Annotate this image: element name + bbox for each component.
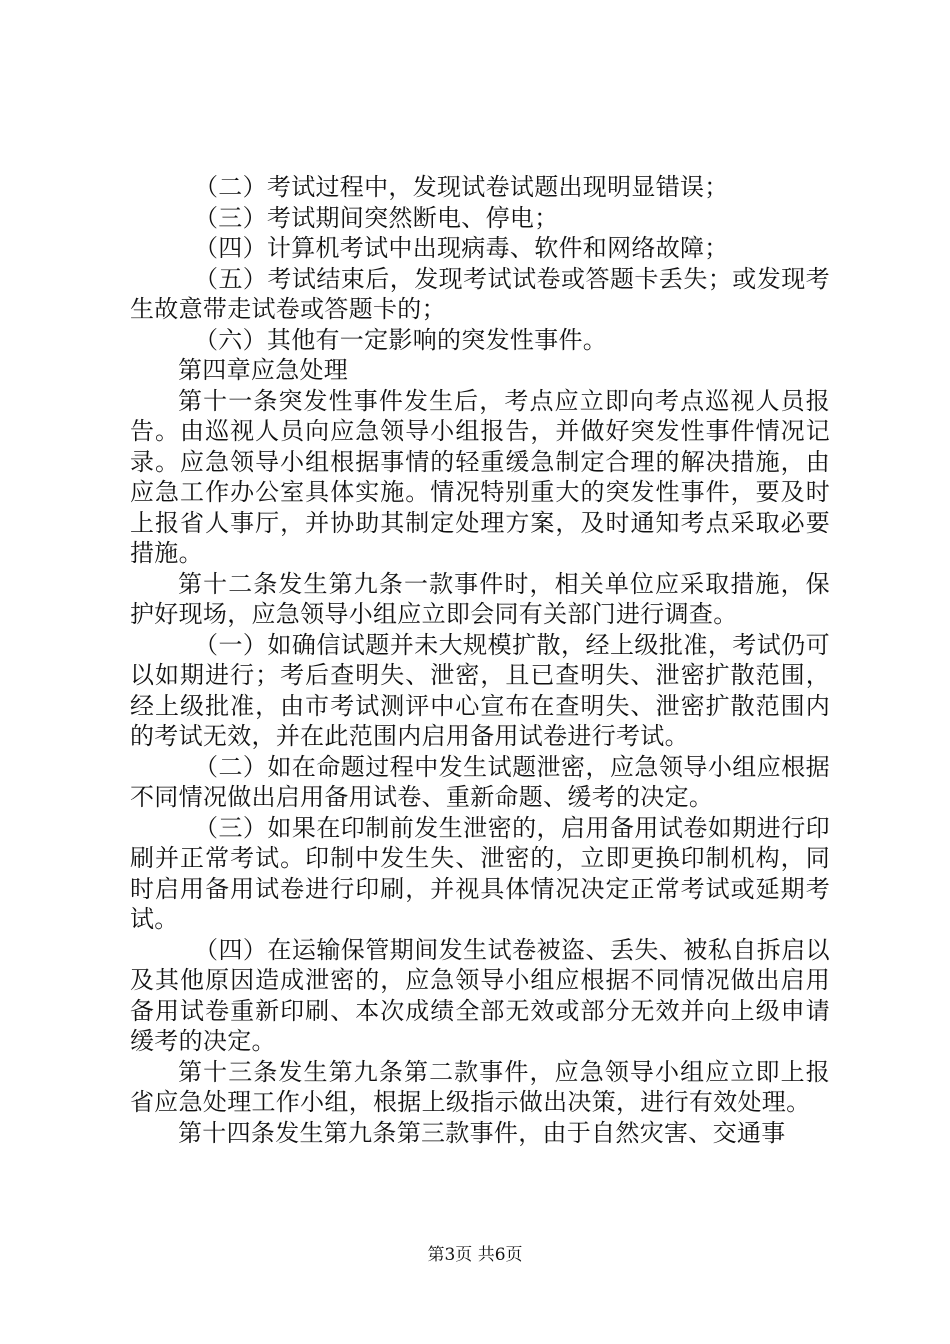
article-12: 第十二条发生第九条一款事件时，相关单位应采取措施，保护好现场，应急领导小组应立即会同有关部门进行调查。 [130,569,830,628]
article-12-item-1: （一）如确信试题并未大规模扩散，经上级批准，考试仍可以如期进行；考后查明失、泄密，且已查明失、泄密扩散范围，经上级批准，由市考试测评中心宣布在查明失、泄密扩散范围内的考试无效，并在此范围内启用备用试卷进行考试。 [130,630,830,750]
document-body [130,172,830,1148]
paragraph-item-5: （五）考试结束后，发现考试试卷或答题卡丢失；或发现考生故意带走试卷或答题卡的； [130,264,830,323]
article-11: 第十一条突发性事件发生后，考点应立即向考点巡视人员报告。由巡视人员向应急领导小组报告，并做好突发性事件情况记录。应急领导小组根据事情的轻重缓急制定合理的解决措施，由应急工作办公室具体实施。情况特别重大的突发性事件，要及时上报省人事厅，并协助其制定处理方案，及时通知考点采取必要措施。 [130,386,830,567]
article-12-item-2: （二）如在命题过程中发生试题泄密，应急领导小组应根据不同情况做出启用备用试卷、重新命题、缓考的决定。 [130,752,830,811]
paragraph-item-4: （四）计算机考试中出现病毒、软件和网络故障； [194,234,729,262]
article-12-item-4: （四）在运输保管期间发生试卷被盗、丢失、被私自拆启以及其他原因造成泄密的，应急领导小组应根据不同情况做出启用备用试卷重新印刷、本次成绩全部无效或部分无效并向上级申请缓考的决定。 [130,935,830,1055]
paragraph-item-3: （三）考试期间突然断电、停电； [194,203,559,232]
article-14: 第十四条发生第九条第三款事件，由于自然灾害、交通事 [178,1118,786,1147]
paragraph-item-2: （二）考试过程中，发现试卷试题出现明显错误； [194,173,729,201]
page-footer: 第3页 共6页 [427,1245,523,1265]
article-12-item-3: （三）如果在印制前发生泄密的，启用备用试卷如期进行印刷并正常考试。印制中发生失、泄密的，立即更换印制机构，同时启用备用试卷进行印刷，并视具体情况决定正常考试或延期考试。 [130,813,830,933]
chapter-heading: 第四章应急处理 [178,356,349,384]
article-13: 第十三条发生第九条第二款事件，应急领导小组应立即上报省应急处理工作小组，根据上级指示做出决策，进行有效处理。 [130,1057,830,1116]
paragraph-item-6: （六）其他有一定影响的突发性事件。 [194,325,608,354]
